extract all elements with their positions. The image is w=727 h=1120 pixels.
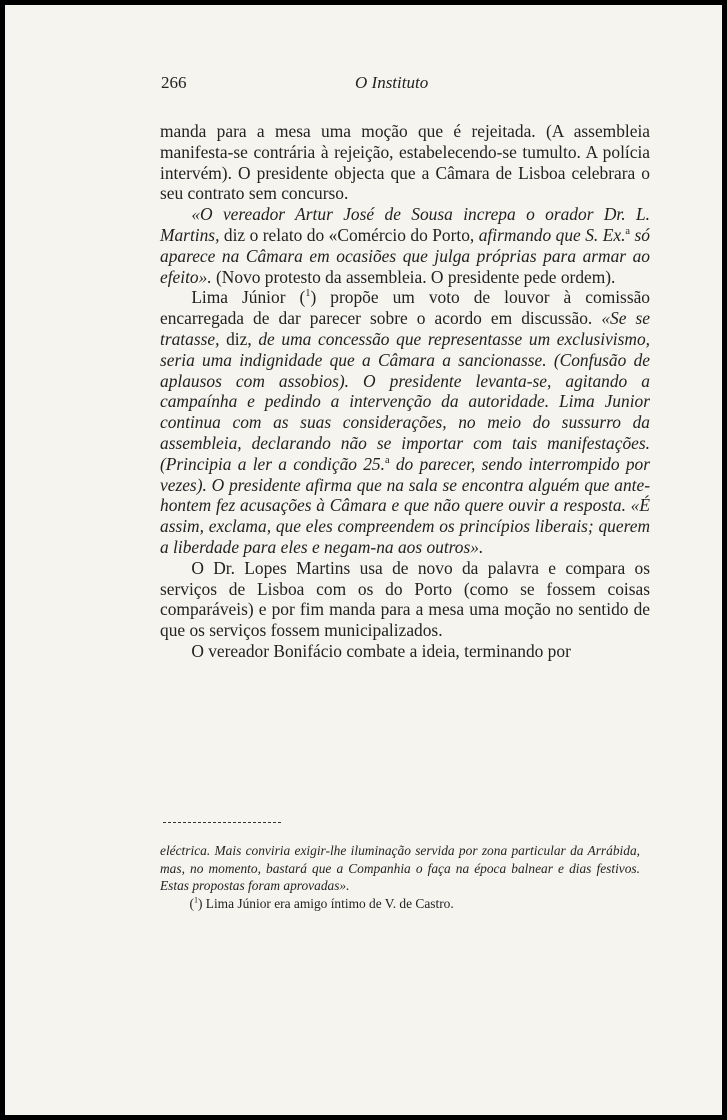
main-text	[160, 121, 650, 662]
quote-italic: afirmando que S. Ex.	[478, 224, 626, 245]
footnote-continuation: eléctrica. Mais conviria exigir-lhe iluminação servida por zona particular da Arrábida, mas, no momento, bastará que a Companhia o faça na época balnear e dias festivos. Estas propostas foram aprovadas».	[160, 843, 640, 894]
paragraph-4: O Dr. Lopes Martins usa de novo da palavra e compara os serviços de Lisboa com os do Porto (como se fossem coisas comparáveis) e por fim manda para a mesa uma moção no sentido de que os serviços fossem municipalizados.	[160, 557, 650, 641]
quote-italic: do parecer, sendo interrompido por vezes). O presidente afirma que na sala se encontra alguém que ante-hontem fez acusações à Câmara e que não quere ouvir a resposta. «É assim, exclama, que eles compreendem os princípios liberais; querem a liberdade para eles e negam-na aos outros».	[160, 453, 650, 557]
quote-italic: só aparece na Câmara em ocasiões que julga próprias para armar ao efeito».	[160, 224, 650, 287]
paragraph-1: manda para a mesa uma moção que é rejeitada. (A assembleia manifesta-se contrária à rejeição, estabelecendo-se tumulto. A polícia intervém). O presidente objecta que a Câmara de Lisboa celebrara o seu contrato sem concurso.	[160, 121, 650, 204]
narration: Lima Júnior (	[191, 287, 306, 308]
running-title: O Instituto	[355, 73, 429, 92]
narration: diz,	[219, 328, 259, 349]
paragraph-2	[160, 204, 650, 287]
footnote-1-text: Lima Júnior era amigo íntimo de V. de Castro.	[202, 895, 454, 911]
quote-italic: «O vereador Artur José de Sousa increpa o orador Dr. L. Martins,	[160, 204, 650, 245]
footnote-reference: 1	[305, 288, 311, 300]
footnote-marker: 1	[193, 895, 198, 905]
footnotes	[160, 842, 640, 912]
narration: diz o relato do «Comércio do Porto,	[219, 224, 479, 245]
ordinal-superscript: a	[384, 454, 390, 466]
page-number: 266	[161, 73, 187, 92]
page-header	[5, 73, 722, 97]
narration: ) propõe um voto de louvor à comissão encarregada de dar parecer sobre o acordo em discussão.	[160, 287, 651, 329]
narration: (Novo protesto da assembleia. O presidente pede ordem).	[211, 266, 616, 287]
quote-italic: «Se se tratasse,	[160, 308, 650, 349]
footnote-1: ($^1$) Lima Júnior era amigo íntimo de V. de Castro.	[189, 895, 454, 911]
ordinal-superscript: a	[625, 226, 631, 238]
book-page	[5, 5, 722, 1115]
paragraph-3	[160, 287, 650, 557]
paragraph-5: O vereador Bonifácio combate a ideia, terminando por	[191, 640, 571, 661]
footnote-divider	[163, 822, 281, 823]
quote-italic: de uma concessão que representasse um exclusivismo, seria uma indignidade que a Câmara a sancionasse. (Confusão de aplausos com assobios). O presidente levanta-se, agitando a campaínha e pedindo a intervenção da autoridade. Lima Junior continua com as suas considerações, no meio do sussurro da assembleia, declarando não se importar com tais manifestações. (Principia a ler a condição 25.	[160, 328, 650, 474]
